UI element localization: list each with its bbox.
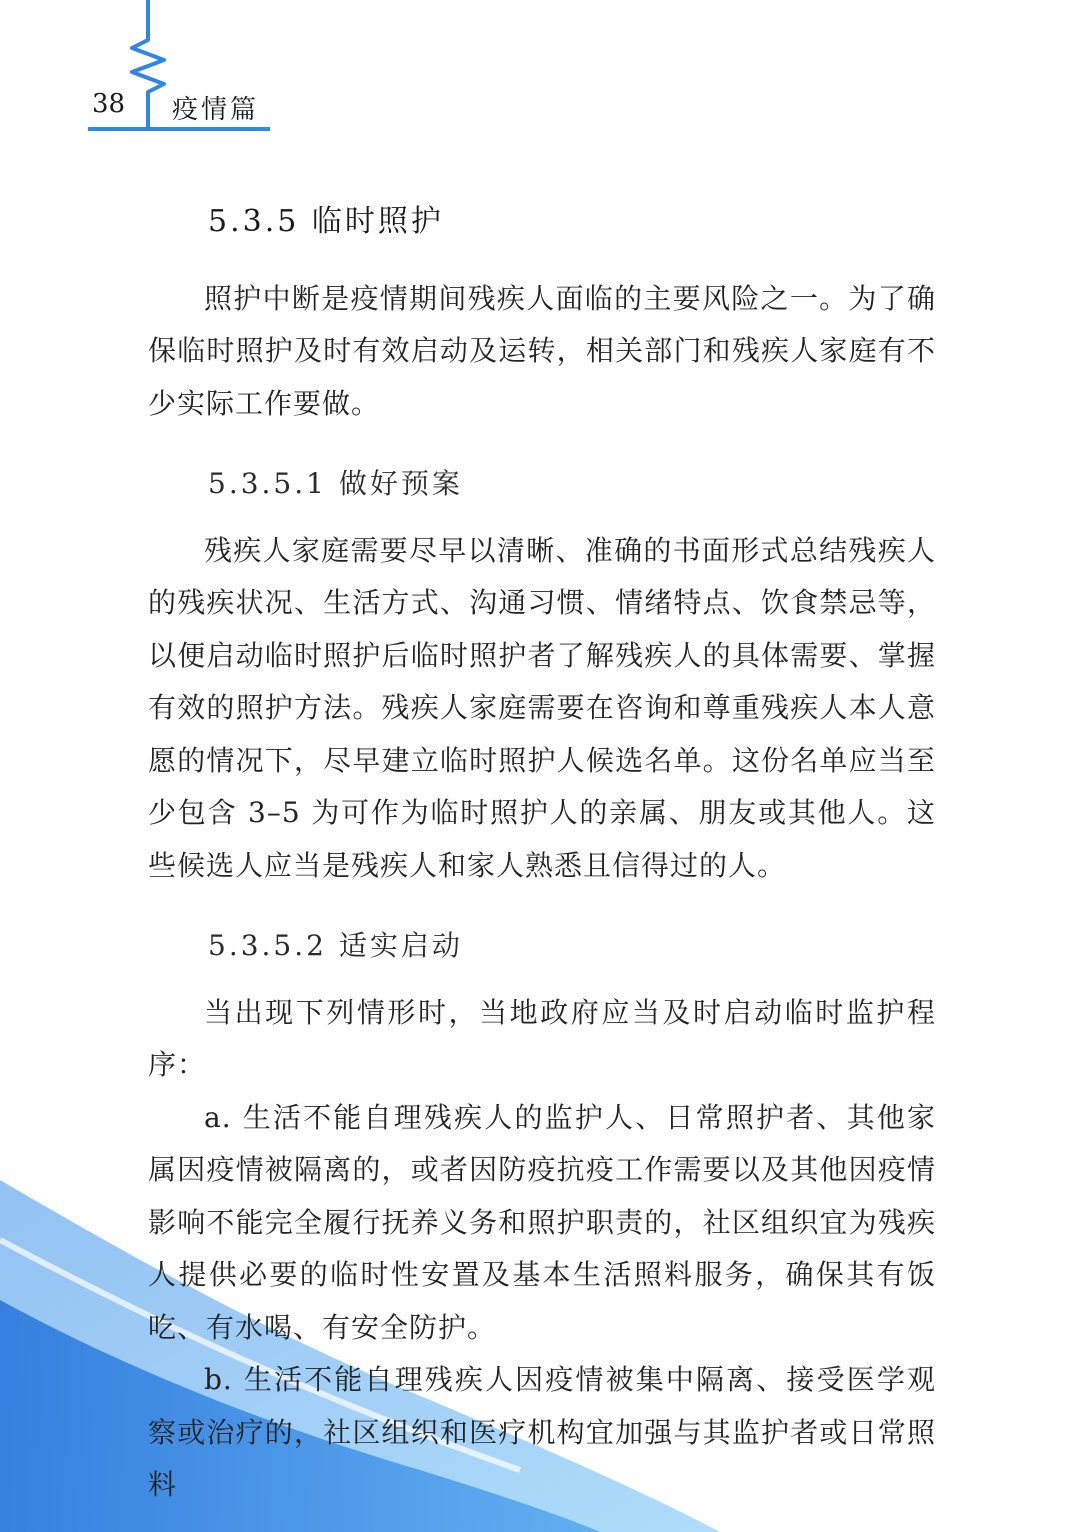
list-item-a: a. 生活不能自理残疾人的监护人、日常照护者、其他家属因疫情被隔离的，或者因防疫抗疫工作需要以及其他因疫情影响不能完全履行抚养义务和照护职责的，社区组织宜为残疾人提供必要的临时性安置及基本生活照料服务，确保其有饭吃、有水喝、有安全防护。 (148, 1100, 936, 1344)
section-tag: 疫情篇 (172, 95, 260, 125)
section-heading: 5.3.5 临时照护 (208, 204, 444, 239)
header-zigzag-line (132, 0, 164, 128)
page-content (148, 190, 936, 1512)
section-intro-paragraph: 照护中断是疫情期间残疾人面临的主要风险之一。为了确保临时照护及时有效启动及运转，相关部门和残疾人家庭有不少实际工作要做。 (148, 281, 936, 420)
subsection-2-lead: 当出现下列情形时，当地政府应当及时启动临时监护程序： (148, 995, 936, 1081)
subsection-heading-1: 5.3.5.1 做好预案 (208, 467, 463, 500)
page-number: 38 (92, 89, 126, 119)
list-item-b: b. 生活不能自理残疾人因疫情被集中隔离、接受医学观察或治疗的，社区组织和医疗机构宜加强与其监护者或日常照料 (148, 1363, 936, 1501)
subsection-heading-2: 5.3.5.2 适实启动 (208, 929, 463, 962)
subsection-1-paragraph: 残疾人家庭需要尽早以清晰、准确的书面形式总结残疾人的残疾状况、生活方式、沟通习惯、情绪特点、饮食禁忌等，以便启动临时照护后临时照护者了解残疾人的具体需要、掌握有效的照护方法。残疾人家庭需要在咨询和尊重残疾人本人意愿的情况下，尽早建立临时照护人候选名单。这份名单应当至少包含 3–5 为可作为临时照护人的亲属、朋友或其他人。这些候选人应当是残疾人和家人熟悉且信得过的人。 (148, 533, 936, 882)
